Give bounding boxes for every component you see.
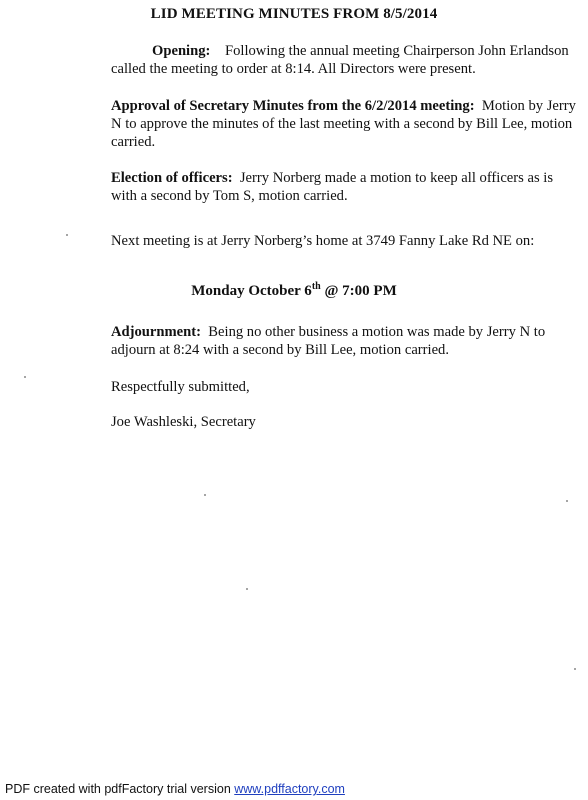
adjournment-text: Being no other business a motion was made by Jerry N to adjourn at 8:24 with a second by Bill Lee, motion carried. (111, 324, 546, 358)
approval-label: Approval of Secretary Minutes from the 6/2/2014 meeting: (111, 98, 475, 114)
scan-speck (66, 234, 68, 236)
election-text: Jerry Norberg made a motion to keep all officers as is with a second by Tom S, motion carried. (111, 170, 554, 204)
opening-paragraph (111, 42, 581, 78)
scan-speck (566, 500, 568, 502)
scan-speck (246, 588, 248, 590)
election-label: Election of officers: (111, 170, 233, 186)
next-meeting-paragraph: Next meeting is at Jerry Norberg’s home at 3749 Fanny Lake Rd NE on: (111, 233, 535, 249)
approval-text: Motion by Jerry N to approve the minutes of the last meeting with a second by Bill Lee, motion carried. (111, 98, 576, 150)
approval-paragraph (111, 97, 581, 151)
signature-line: Joe Washleski, Secretary (111, 414, 256, 430)
scan-speck (204, 494, 206, 496)
meeting-date-superscript: th (311, 281, 321, 292)
pdf-footer (5, 782, 345, 796)
pdffactory-link[interactable]: www.pdffactory.com (234, 782, 345, 796)
adjournment-paragraph (111, 323, 581, 359)
opening-text: Following the annual meeting Chairperson John Erlandson called the meeting to order at 8:14. All Directors were present. (111, 43, 569, 77)
scan-speck (574, 668, 576, 670)
scan-speck (24, 376, 26, 378)
meeting-date-suffix: @ 7:00 PM (320, 283, 397, 299)
meeting-date (0, 283, 588, 300)
election-paragraph (111, 169, 581, 205)
meeting-date-prefix: Monday October 6 (191, 283, 312, 299)
footer-text: PDF created with pdfFactory trial version (5, 782, 235, 796)
opening-label: Opening: (152, 43, 211, 59)
document-title: LID MEETING MINUTES FROM 8/5/2014 (150, 6, 438, 22)
closing-line: Respectfully submitted, (111, 379, 250, 395)
adjournment-label: Adjournment: (111, 324, 201, 340)
